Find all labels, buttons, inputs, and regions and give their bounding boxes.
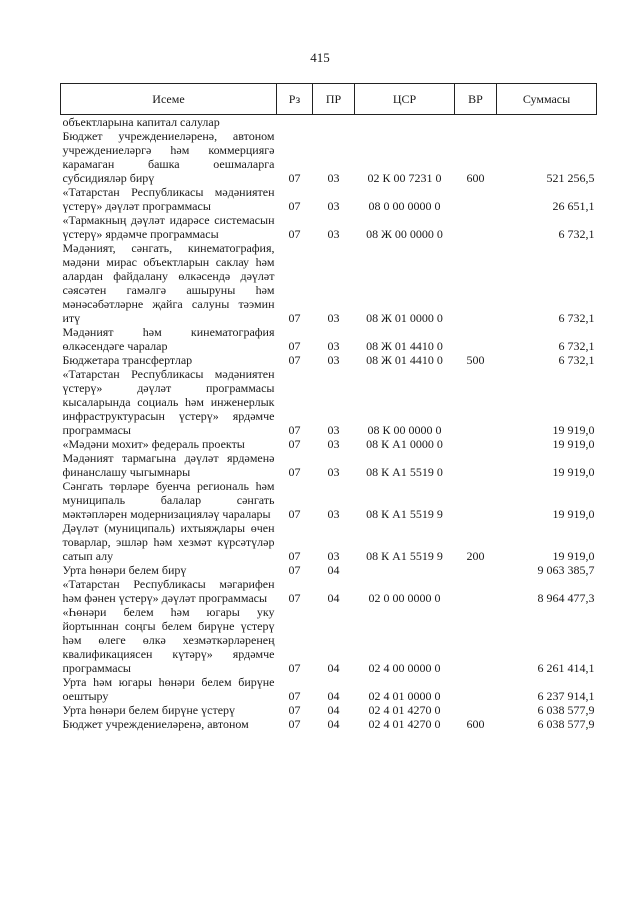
cell-vr [455,213,497,241]
cell-name: «Тармакның дәүләт идарәсе системасын үстерү» ярдәмче программасы [62,213,275,241]
cell-vr [455,703,497,717]
cell-pr: 03 [327,311,340,325]
cell-csr: 08 0 00 0000 0 [368,199,441,213]
cell-sum: 8 964 477,3 [537,591,595,605]
cell-rz: 07 [288,437,301,451]
cell-sum: 6 732,1 [558,353,595,367]
table-row [61,353,597,367]
cell-name: «Һөнәри белем һәм югары уку йортыннан соңгы белем бирүне үстерү һәм өлеге өлкә хезмәткәрләренең квалификациясен күтәрү» ярдәмче программасы [62,605,275,675]
cell-csr: 02 4 00 0000 0 [368,661,441,675]
cell-pr: 04 [327,689,340,703]
table-row [61,675,597,703]
cell-name: Урта һөнәри белем бирү [62,563,187,577]
cell-sum: 6 261 414,1 [537,661,595,675]
cell-name: Бюджетара трансфертлар [62,353,193,367]
table-row [61,521,597,563]
cell-pr: 04 [327,717,340,731]
cell-sum: 19 919,0 [552,507,595,521]
cell-vr [455,577,497,605]
cell-csr: 02 К 00 7231 0 [367,171,442,185]
cell-sum: 521 256,5 [546,171,595,185]
cell-pr: 04 [327,661,340,675]
budget-table [60,83,597,731]
cell-rz: 07 [288,591,301,605]
cell-name: Мәдәният, сәнгать, кинематография, мәдәни мирас объектларын саклау һәм алардан файдалану өлкәсендә дәүләт сәясәтен гамәлгә ашыруны һәм мәнәсәбәтләрне җайга салуны тәэмин итү [62,241,275,325]
cell-csr: 08 К А1 5519 9 [366,549,443,563]
table-header-row [61,84,597,115]
cell-vr [455,437,497,451]
cell-csr: 08 Ж 00 0000 0 [366,227,443,241]
cell-sum: 19 919,0 [552,465,595,479]
cell-vr: 600 [466,171,485,185]
cell-vr [455,325,497,353]
cell-pr: 04 [327,563,340,577]
cell-pr: 04 [327,591,340,605]
cell-name: Бюджет учреждениеләренә, автоном [62,717,249,731]
cell-pr: 03 [327,507,340,521]
table-row [61,325,597,353]
cell-pr: 03 [327,339,340,353]
cell-rz: 07 [288,465,301,479]
cell-vr: 600 [466,717,485,731]
table-row [61,563,597,577]
cell-csr: 08 Ж 01 4410 0 [366,339,443,353]
cell-rz: 07 [288,339,301,353]
page-number: 415 [310,50,330,65]
cell-csr [355,563,455,577]
table-row [61,185,597,213]
cell-sum: 6 732,1 [558,311,595,325]
cell-pr: 03 [327,171,340,185]
cell-sum: 19 919,0 [552,423,595,437]
cell-csr: 02 4 01 4270 0 [368,717,441,731]
table-row [61,437,597,451]
cell-pr: 03 [327,549,340,563]
cell-rz: 07 [288,199,301,213]
cell-name: Дәүләт (муниципаль) ихтыяҗлары өчен товарлар, эшләр һәм хезмәт күрсәтүләр сатып алу [62,521,275,563]
cell-name: «Мәдәни мохит» федераль проекты [62,437,245,451]
cell-csr: 08 К А1 0000 0 [366,437,443,451]
header-pr: ПР [313,84,355,115]
cell-sum: 6 038 577,9 [537,717,595,731]
cell-pr [313,115,355,130]
cell-rz: 07 [288,689,301,703]
cell-rz: 07 [288,703,301,717]
cell-csr: 08 К А1 5519 9 [366,507,443,521]
cell-name: «Татарстан Республикасы мәдәниятен үстерү» дәүләт программасы кысаларында социаль һәм инженерлык инфраструктурасын үстерү» ярдәмче программасы [62,367,275,437]
cell-name: Мәдәният тармагына дәүләт ярдәменә финанслашу чыгымнары [62,451,275,479]
cell-vr [455,563,497,577]
cell-csr: 08 Ж 01 0000 0 [366,311,443,325]
cell-rz: 07 [288,353,301,367]
cell-name: «Татарстан Республикасы мәгарифен һәм фәнен үстерү» дәүләт программасы [62,577,275,605]
cell-rz: 07 [288,661,301,675]
cell-csr: 08 Ж 01 4410 0 [366,353,443,367]
cell-vr [455,367,497,437]
cell-csr: 02 0 00 0000 0 [368,591,441,605]
cell-name: объектларына капитал салулар [62,115,220,129]
table-row [61,129,597,185]
header-csr: ЦСР [355,84,455,115]
cell-name: Урта һәм югары һөнәри белем бирүне оештыру [62,675,275,703]
header-rz: Рз [277,84,313,115]
cell-sum: 6 732,1 [558,227,595,241]
cell-pr: 03 [327,227,340,241]
cell-pr: 03 [327,423,340,437]
table-row [61,479,597,521]
cell-csr: 08 К А1 5519 0 [366,465,443,479]
cell-sum: 9 063 385,7 [537,563,595,577]
cell-pr: 03 [327,353,340,367]
cell-name: Бюджет учреждениеләренә, автоном учреждениеләргә һәм коммерциягә карамаган башка оешмаларга субсидияләр бирү [62,129,275,185]
cell-vr: 200 [466,549,485,563]
cell-vr: 500 [466,353,485,367]
cell-rz: 07 [288,423,301,437]
cell-csr: 02 4 01 4270 0 [368,703,441,717]
table-row [61,241,597,325]
table-row [61,213,597,241]
table-row [61,367,597,437]
cell-rz: 07 [288,549,301,563]
cell-rz: 07 [288,227,301,241]
cell-vr [455,451,497,479]
cell-rz: 07 [288,311,301,325]
table-row [61,451,597,479]
table-row [61,703,597,717]
cell-name: Урта һөнәри белем бирүне үстерү [62,703,236,717]
cell-sum: 6 732,1 [558,339,595,353]
cell-vr [455,241,497,325]
table-row [61,577,597,605]
cell-sum: 19 919,0 [552,549,595,563]
cell-sum: 6 237 914,1 [537,689,595,703]
cell-rz: 07 [288,171,301,185]
cell-csr [355,115,455,130]
cell-pr: 03 [327,199,340,213]
header-vr: ВР [455,84,497,115]
table-row [61,717,597,731]
cell-csr: 08 К 00 0000 0 [367,423,442,437]
cell-name: Мәдәният һәм кинематография өлкәсендәге чаралар [62,325,275,353]
header-name: Исеме [61,84,277,115]
cell-sum: 19 919,0 [552,437,595,451]
cell-sum [497,115,597,130]
cell-sum: 26 651,1 [552,199,595,213]
cell-pr: 03 [327,437,340,451]
table-row [61,115,597,130]
cell-sum: 6 038 577,9 [537,703,595,717]
cell-vr [455,115,497,130]
cell-rz: 07 [288,563,301,577]
cell-rz [277,115,313,130]
cell-rz: 07 [288,507,301,521]
cell-pr: 03 [327,465,340,479]
cell-vr [455,479,497,521]
cell-rz: 07 [288,717,301,731]
cell-vr [455,675,497,703]
cell-pr: 04 [327,703,340,717]
cell-vr [455,605,497,675]
cell-name: Сәнгать төрләре буенча региональ һәм муниципаль балалар сәнгать мәктәпләрен модернизацияләү чаралары [62,479,275,521]
cell-name: «Татарстан Республикасы мәдәниятен үстерү» дәүләт программасы [62,185,275,213]
cell-csr: 02 4 01 0000 0 [368,689,441,703]
header-sum: Суммасы [497,84,597,115]
cell-vr [455,185,497,213]
table-row [61,605,597,675]
